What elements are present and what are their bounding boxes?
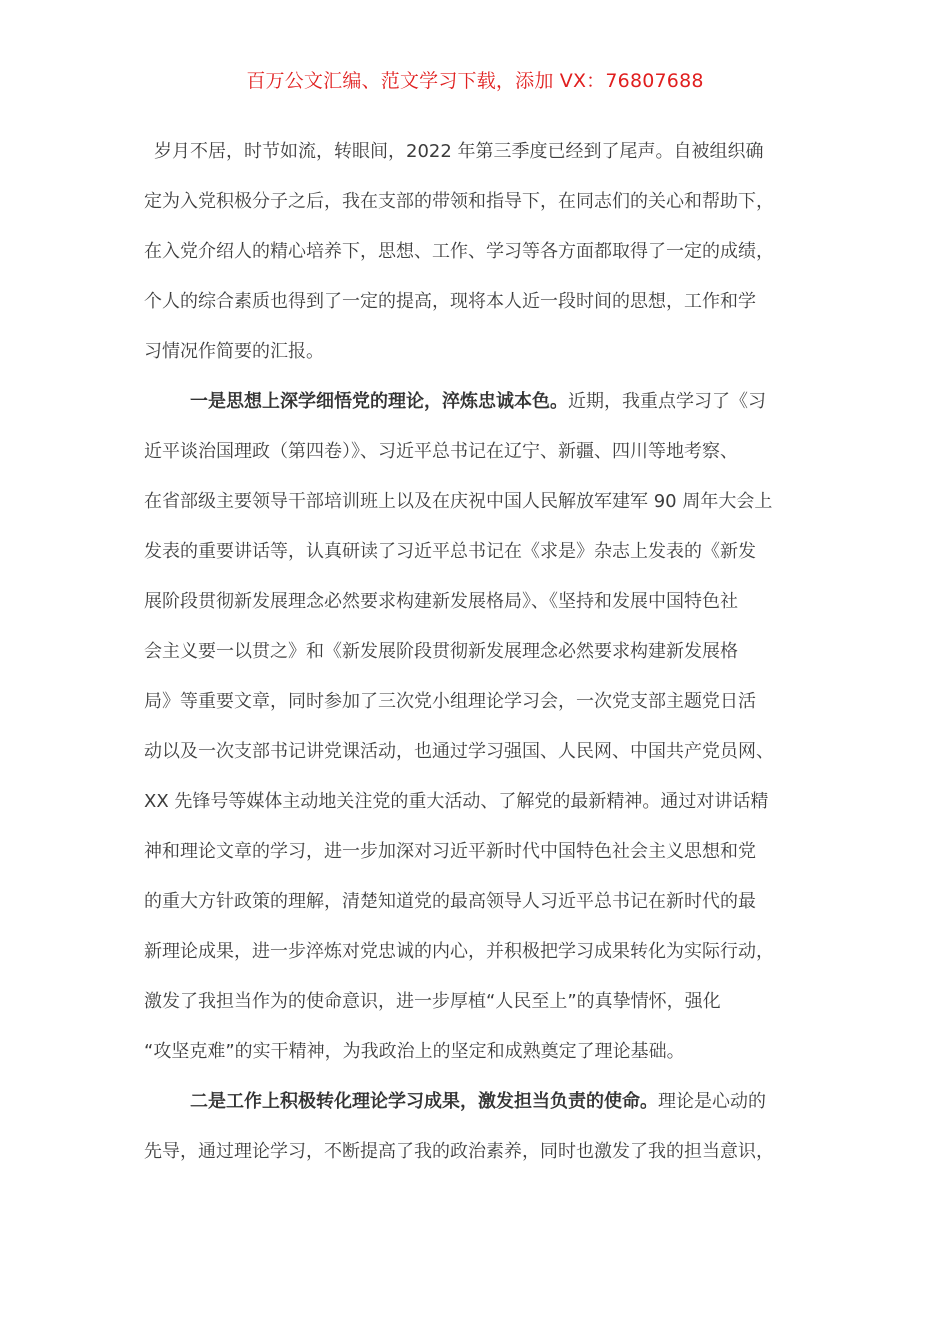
text-line: 会主义要一以贯之》和《新发展阶段贯彻新发展理念必然要求构建新发展格	[144, 641, 738, 662]
text-line: 近平谈治国理政（第四卷）》、习近平总书记在辽宁、新疆、四川等地考察、	[144, 441, 738, 462]
section-heading: 二是工作上积极转化理论学习成果，激发担当负责的使命。	[190, 1091, 658, 1112]
text-line: 习情况作简要的汇报。	[144, 341, 324, 362]
text-line: XX 先锋号等媒体主动地关注党的重大活动、了解党的最新精神。通过对讲话精	[144, 791, 769, 812]
text-line: 定为入党积极分子之后，我在支部的带领和指导下，在同志们的关心和帮助下，	[144, 191, 774, 212]
text-line: 新理论成果，进一步淬炼对党忠诚的内心，并积极把学习成果转化为实际行动，	[144, 941, 774, 962]
text-line: 展阶段贯彻新发展理念必然要求构建新发展格局》、《坚持和发展中国特色社	[144, 591, 738, 612]
text-line: “攻坚克难”的实干精神，为我政治上的坚定和成熟奠定了理论基础。	[144, 1041, 685, 1062]
text-line: 动以及一次支部书记讲党课活动，也通过学习强国、人民网、中国共产党员网、	[144, 741, 774, 762]
paragraph-work	[144, 1085, 812, 1185]
text-line: 神和理论文章的学习，进一步加深对习近平新时代中国特色社会主义思想和党	[144, 841, 756, 862]
text-line: 的重大方针政策的理解，清楚知道党的最高领导人习近平总书记在新时代的最	[144, 891, 756, 912]
text-line: 激发了我担当作为的使命意识，进一步厚植“人民至上”的真挚情怀，强化	[144, 991, 721, 1012]
text-line	[144, 1085, 812, 1135]
text-run: 近期，我重点学习了《习	[568, 391, 766, 412]
text-line: 岁月不居，时节如流，转眼间，2022 年第三季度已经到了尾声。自被组织确	[154, 141, 764, 162]
paragraph-thought	[144, 385, 812, 1085]
text-line: 在入党介绍人的精心培养下，思想、工作、学习等各方面都取得了一定的成绩，	[144, 241, 774, 262]
text-line: 在省部级主要领导干部培训班上以及在庆祝中国人民解放军建军 90 周年大会上	[144, 491, 773, 512]
text-line: 局》等重要文章，同时参加了三次党小组理论学习会，一次党支部主题党日活	[144, 691, 756, 712]
section-heading: 一是思想上深学细悟党的理论，淬炼忠诚本色。	[190, 391, 568, 412]
text-run: 理论是心动的	[658, 1091, 766, 1112]
text-line: 发表的重要讲话等，认真研读了习近平总书记在《求是》杂志上发表的《新发	[144, 541, 756, 562]
text-line	[144, 385, 812, 435]
text-line: 个人的综合素质也得到了一定的提高，现将本人近一段时间的思想，工作和学	[144, 291, 756, 312]
paragraph-intro	[144, 135, 812, 385]
document-body	[144, 135, 812, 1185]
header-banner: 百万公文汇编、范文学习下载，添加 VX：76807688	[246, 70, 704, 92]
text-line: 先导，通过理论学习，不断提高了我的政治素养，同时也激发了我的担当意识，	[144, 1141, 774, 1162]
